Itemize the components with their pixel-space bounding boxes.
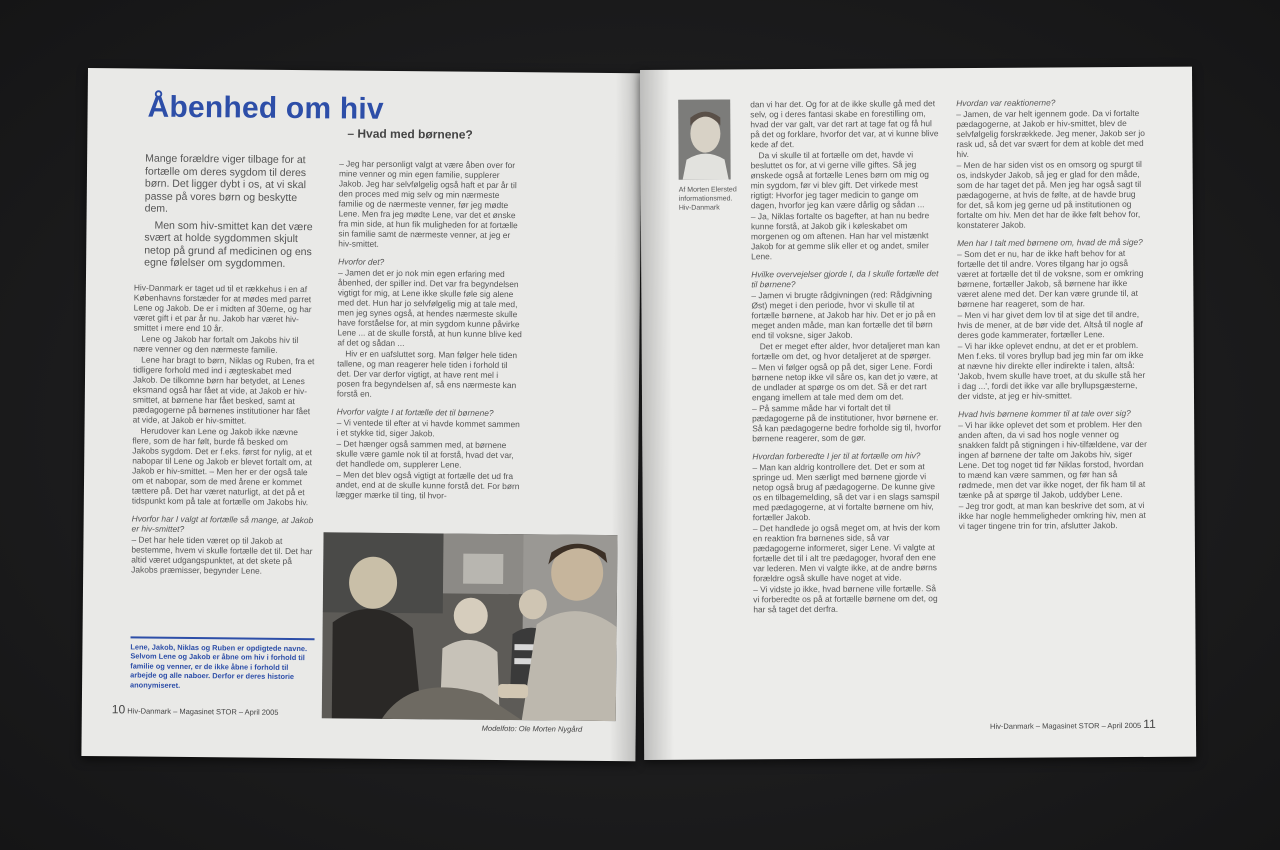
question: Men har I talt med børnene om, hvad de må sige?: [957, 236, 1143, 249]
right-page: [640, 67, 1196, 760]
answer: – Som det er nu, har de ikke haft behov for at fortælle det til andre. Vores tilgang har jo også været at fortælle det til de voksne, som er omkring børnene, fortæller Jakob, så børnene har ikke været alene med det. Der kan være grunde til, at børnene har reageret, som de har.: [957, 248, 1144, 310]
answer: – Jamen vi brugte rådgivningen (red: Rådgivning Øst) meget i den periode, hvor vi skulle til at fortælle børnene, at Jakob har hiv. Det er jo på en meget anden måde, man kan fortælle det til børn end til voksne, siger Jakob.: [751, 289, 936, 341]
left-page: [81, 68, 642, 761]
answer: – Men de har siden vist os en omsorg og spurgt til os, indskyder Jakob, så jeg er glad for den måde, som de har taget det på. Men jeg har også sagt til pædagogerne, at hvis de følte, at de havde brug for det, så kom jeg gerne ud på institutionen og fortalte om hiv. Men det har de ikke følt behov for, konstaterer Jakob.: [956, 158, 1142, 231]
author-portrait-illustration: [678, 99, 730, 179]
answer: – Vi ventede til efter at vi havde kommet sammen i et stykke tid, siger Jakob.: [336, 417, 520, 439]
answer: – Men vi følger også op på det, siger Lene. Fordi børnene netop ikke vil såre os, kan det jo være, at de undlader at spørge os om det. Så er det rart engang imellem at tale med dem om det.: [751, 361, 938, 403]
author-byline: Af Morten Elersted informationsmed. Hiv-Danmark: [678, 186, 737, 212]
page-number: 10: [111, 702, 126, 717]
left-column-2: [336, 158, 525, 502]
folio-left: [112, 702, 279, 718]
article-subtitle: – Hvad med børnene?: [347, 126, 473, 142]
answer: – Men vi har givet dem lov til at sige det til andre, hvis de mener, at de bør vide det. Altså til nogle af deres gode kammerater, fortæller Lene.: [957, 308, 1143, 341]
body-paragraph: Hiv-Danmark er taget ud til et rækkehus i en af Københavns forstæder for at mødes med parret Lene og Jakob. De er i midten af 30erne, og har været gift i et par år nu. Jakob har været hiv-smittet i mere end 10 år.: [133, 282, 312, 334]
answer: – Vi vidste jo ikke, hvad børnene ville fortælle. Så vi forberedte os på at fortælle børnene om det, og har så taget det derfra.: [753, 583, 938, 615]
photo-credit: Modelfoto: Ole Morten Nygård: [481, 723, 583, 734]
answer: – Vi har ikke oplevet endnu, at det er et problem. Men f.eks. til vores bryllup bad jeg min far om ikke at nævne hiv direkte eller indirekte i talen, altså: 'Jakob, hvem skulle have troet, at du skulle stå her i dag ...', fordi det ikke var alle bryllupsgæsterne, der vidste, at jeg er hiv-smittet.: [957, 339, 1146, 402]
left-column-1: [131, 282, 318, 577]
body-paragraph: Lene og Jakob har fortalt om Jakobs hiv til nære venner og den nærmeste familie.: [133, 333, 299, 355]
question: Hvad hvis børnene kommer til at tale over sig?: [958, 408, 1131, 420]
article-title: Åbenhed om hiv: [147, 90, 384, 126]
answer: – Det hænger også sammen med, at børnene skulle være gamle nok til at forstå, hvad det var, det handlede om, supplerer Lene.: [336, 438, 514, 470]
intro-paragraph: Men som hiv-smittet kan det være svært at holde sygdommen skjult netop på grund af medicinen og ens egne følelser om sygdommen.: [144, 219, 313, 270]
question: Hvordan var reaktionerne?: [956, 97, 1056, 109]
question: Hvordan forberedte I jer til at fortælle om hiv?: [752, 450, 921, 462]
question: Hvilke overvejelser gjorde I, da I skulle fortælle det til børnene?: [751, 268, 939, 290]
folio-text: Hiv-Danmark – Magasinet STOR – April 2005: [127, 706, 279, 717]
answer: – Vi har ikke oplevet det som et problem. Her den anden aften, da vi sad hos nogle venner og snakken faldt på stigningen i hiv-tilfældene, var der ingen af børnene der talte om Jakobs hiv, siger Lene. Det tog noget tid før Niklas forstod, hvordan to mænd kan være sammen, og før han så rødmede, men det var ikke noget, der fik ham til at tænke på at spørge til Jakob, uddyber Lene.: [958, 418, 1147, 501]
gutter-shadow: [640, 70, 674, 760]
answer: – Jeg tror godt, at man kan beskrive det som, at vi ikke har nogle hemmeligheder omkring hiv, men at vi tager tingene trin for trin, afslutter Jakob.: [958, 499, 1146, 532]
photo-caption: Lene, Jakob, Niklas og Ruben er opdigtede navne. Selvom Lene og Jakob er åbne om hiv i forhold til familie og venner, er de ikke åbne i forhold til arbejde og alle naboer. Derfor er deres historie anonymiseret.: [130, 636, 315, 691]
right-column-1: [750, 98, 943, 615]
answer: – Jamen, de var helt igennem gode. Da vi fortalte pædagogerne, at Jakob er hiv-smittet, blev de selvfølgelig forskrækkede. Jeg mener, Jakob ser jo rask ud, så det var svært for dem at koble det med hiv.: [956, 107, 1145, 160]
family-photo: [322, 532, 618, 721]
answer: – Man kan aldrig kontrollere det. Det er som at springe ud. Men særligt med børnene gjorde vi netop også brug af pædagogerne. De kunne give os en tilbagemelding, så det var i en slags samspil med pædagogerne, at vi fortalte børnene om hiv, fortæller Jakob.: [752, 461, 940, 523]
answer: Det er meget efter alder, hvor detaljeret man kan fortælle om det, og hvor detaljeret at de spørger.: [751, 340, 940, 362]
answer: – Jamen det er jo nok min egen erfaring med åbenhed, der spiller ind. Det var fra begyndelsen vigtigt for mig, at Lene ikke skulle føle sig alene med det. Hun har jo selvfølgelig mig at tale med, men jeg synes også, at hendes nærmeste skulle have forståelse for, at min sygdom kunne påvirke Lene ... at de skulle forstå, at hun kunne blive ked af det og sådan ...: [337, 267, 522, 349]
intro-paragraph: Mange forældre viger tilbage for at fortælle om deres sygdom til deres børn. Det ligger dybt i os, at vi skal passe på vores børn og beskytte dem.: [144, 152, 307, 215]
body-paragraph: – Jeg har personligt valgt at være åben over for mine venner og min egen familie, supplerer Jakob. Jeg har selvfølgelig også haft et par år til den proces med mig selv og min nærmeste familie og de nærmeste venner, før jeg mødte Lene. Men fra jeg mødte Lene, var det et ønske fra min side, at hun fik muligheden for at fortælle sin familie samt de nærmeste venner, at jeg er hiv-smittet.: [338, 158, 518, 249]
answer: – Det har hele tiden været op til Jakob at bestemme, hvem vi skulle fortælle det til. Det har altid været udgangspunktet, at det skete på Jakobs præmisser, begynder Lene.: [131, 534, 313, 576]
answer: – Men det blev også vigtigt at fortælle det ud fra andet, end at de skulle kunne forstå det. For børn lægger mærke til ting, til hvor-: [335, 469, 520, 501]
answer: Hiv er en uafsluttet sorg. Man følger hele tiden tallene, og man reagerer hele tiden i forhold til det. Der var derfor vigtigt, at have rent mel i posen fra begyndelsen af, så ens nærmeste kan forstå en.: [336, 348, 518, 399]
question: Hvorfor har I valgt at fortælle så mange, at Jakob er hiv-smittet?: [131, 513, 314, 534]
right-column-2: [956, 97, 1149, 532]
answer: – På samme måde har vi fortalt det til pædagogerne på de institutioner, hvor børnene er. Så kan pædagogerne bedre forholde sig til, hvorfor børnene reagerer, som de gør.: [752, 402, 942, 444]
question: Hvorfor det?: [338, 256, 385, 267]
answer: – Det handlede jo også meget om, at hvis der kom en reaktion fra børnenes side, så var pædagogerne informeret, siger Lene. Vi valgte at fortælle det til i alt tre pædagoger, hvoraf den ene var lederen. Men vi valgte ikke, at de andre børns forældre også skulle have noget at vide.: [752, 522, 940, 584]
folio-right: [990, 717, 1156, 732]
body-paragraph: Lene har bragt to børn, Niklas og Ruben, fra et tidligere forhold med ind i ægteskabet med Jakob. De tilkomne børn har betydet, at Lenes eksmand også har fået at vide, at Jakob er hiv-smittet, at børnene har fået besked, samt at pædagogerne på børnenes institutioner har fået at vide, at Jakob er hiv-smittet.: [132, 354, 315, 426]
folio-text: Hiv-Danmark – Magasinet STOR – April 2005: [989, 720, 1142, 731]
body-paragraph: Herudover kan Lene og Jakob ikke nævne flere, som de har følt, burde få besked om Jakobs sygdom. Det er f.eks. først for nylig, at et nabopar til Lene og Jakob er blevet fortalt om, at Jakob er hiv-smittet. – Men her er der også tale om et nabopar, som de med årene er kommet tættere på. Det har været naturligt, at det på et tidspunkt kom på tale at fortælle om Jakobs hiv.: [131, 425, 313, 508]
body-paragraph: – Ja, Niklas fortalte os bagefter, at han nu bedre kunne forstå, at Jakob gik i køleskabet om morgenen og om aftenen. Han har vel mistænkt Jakob for at gemme slik eller et og andet, smiler Lene.: [750, 210, 930, 262]
page-number: 11: [1143, 716, 1156, 731]
author-portrait: [678, 99, 730, 179]
body-paragraph: Da vi skulle til at fortælle om det, havde vi besluttet os for, at vi gerne ville giftes. Så jeg ønskede også at fortælle Lenes børn om mig og min sygdom, før vi blev gift. Det virkede mest rigtigt: Hvorfor jeg tager medicin to gange om dagen, hvorfor jeg kan være dårlig og sådan ...: [750, 149, 929, 211]
body-paragraph: dan vi har det. Og for at de ikke skulle gå med det selv, og i deres fantasi skabe en forestilling om, hvad der var galt, var det rart at tage fat og få hul på det og forklare, hvorfor det var, at vi kunne blive kede af det.: [750, 98, 939, 150]
question: Hvorfor valgte I at fortælle det til børnene?: [336, 406, 494, 418]
family-photo-illustration: [322, 532, 618, 721]
article-intro: [144, 153, 323, 275]
